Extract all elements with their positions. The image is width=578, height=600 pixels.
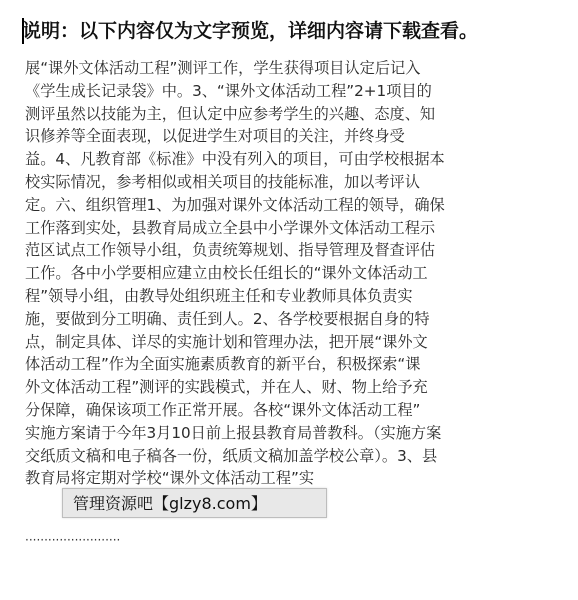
text-line: 范区试点工作领导小组，负责统筹规划、指导管理及督查评估 xyxy=(25,241,436,260)
text-line: 实施方案请于今年3月10日前上报县教育局普教科。（实施方案 xyxy=(25,423,442,442)
text-line: 工作落到实处，县教育局成立全县中小学课外文体活动工程示 xyxy=(25,218,436,237)
text-line: 《学生成长记录袋》中。3、“课外文体活动工程”2+1项目的 xyxy=(25,81,432,100)
text-line: 外文体活动工程”测评的实践模式，并在人、财、物上给予充 xyxy=(25,378,428,397)
text-line: 程”领导小组，由教导处组织班主任和专业教师具体负责实 xyxy=(25,286,413,305)
text-line: 交纸质文稿和电子稿各一份，纸质文稿加盖学校公章）。3、县 xyxy=(25,446,438,465)
continuation-ellipsis: ························· xyxy=(25,533,121,547)
document-body xyxy=(25,57,557,490)
text-line: 体活动工程”作为全面实施素质教育的新平台，积极探索“课 xyxy=(25,355,421,374)
text-line: 教育局将定期对学校“课外文体活动工程”实 xyxy=(25,469,315,488)
text-line: 展“课外文体活动工程”测评工作，学生获得项目认定后记入 xyxy=(25,59,421,77)
text-line: 识修养等全面表现，以促进学生对项目的关注，并终身受 xyxy=(25,127,405,146)
text-line: 点，制定具体、详尽的实施计划和管理办法，把开展“课外文 xyxy=(25,332,428,351)
watermark-banner: 管理资源吧【glzy8.com】 xyxy=(62,488,327,518)
text-line: 测评虽然以技能为主，但认定中应参考学生的兴趣、态度、知 xyxy=(25,104,436,123)
text-line: 校实际情况，参考相似或相关项目的技能标准，加以考评认 xyxy=(25,172,420,191)
text-line: 施，要做到分工明确、责任到人。2、各学校要根据自身的特 xyxy=(25,309,430,328)
preview-notice: 说明：以下内容仅为文字预览，详细内容请下载查看。 xyxy=(22,20,479,42)
text-line: 工作。各中小学要相应建立由校长任组长的“课外文体活动工 xyxy=(25,264,428,283)
text-line: 分保障，确保该项工作正常开展。各校“课外文体活动工程” xyxy=(25,400,421,419)
text-line: 定。六、组织管理1、为加强对课外文体活动工程的领导，确保 xyxy=(25,195,445,214)
text-line: 益。4、凡教育部《标准》中没有列入的项目，可由学校根据本 xyxy=(25,150,445,169)
